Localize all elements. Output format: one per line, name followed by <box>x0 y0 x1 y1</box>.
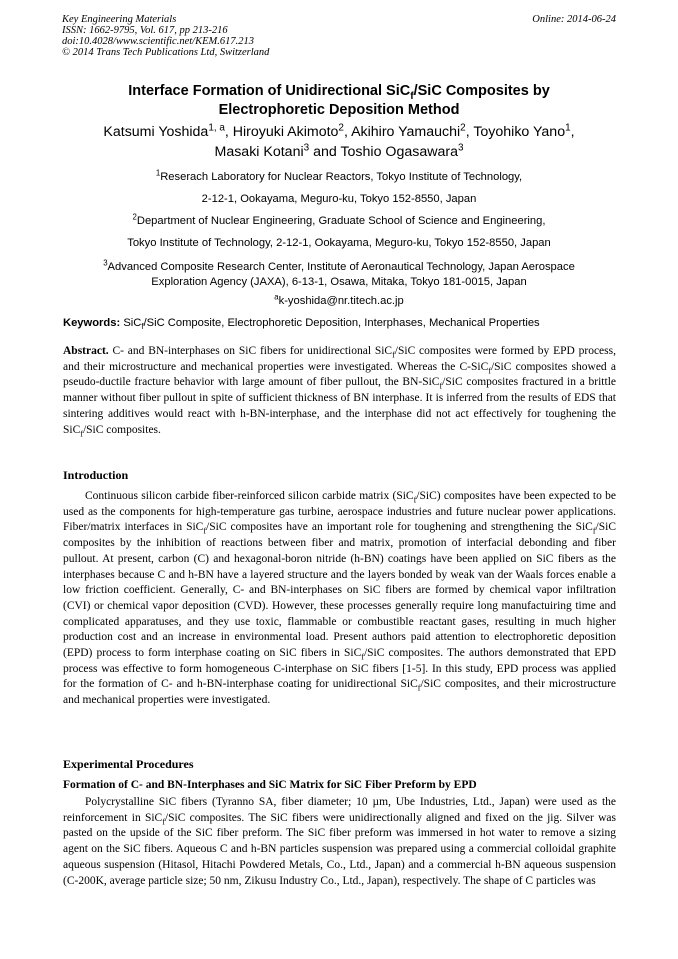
affiliation-3: $^3$Advanced Composite Research Center, Institute of Aeronautical Technology, Japan Aerospace Exploration Agency (JAXA), 6-13-1, Osawa, Mitaka, Tokyo 181-0015, Japan <box>103 258 575 288</box>
author: Masaki Kotani <box>214 144 304 160</box>
author: Katsumi Yoshida <box>103 124 209 140</box>
journal-header <box>62 14 269 58</box>
abstract: Abstract. C- and BN-interphases on SiC fibers for unidirectional SiC$_f$/SiC composites were formed by EPD process, and their microstructure and mechanical properties were investigated. Whereas the C-SiC$_f$/SiC composites showed a pseudo-ductile fracture behavior with large amount of fiber pullout, the BN-SiC$_f$/SiC composites fractured in a brittle manner without fiber pullout in spite of sufficient thickness of BN interphase. It is inferred from the results of EDS that sintering additives would react with h-BN-interphase, and the interphase did not act effectively for toughening the SiC$_f$/SiC composites. <box>63 345 616 438</box>
abstract-label: Abstract. <box>63 345 109 357</box>
author-list: Katsumi Yoshida$^{1, a}$, Hiroyuki Akimoto$^2$, Akihiro Yamauchi$^2$, Toyohiko Yano$^1$, Masaki Kotani$^3$ and Toshio Ogasawara$^3$ <box>103 122 575 160</box>
online-date: Online: 2014-06-24 <box>532 14 616 25</box>
author-email[interactable]: $^a$k-yoshida@nr.titech.ac.jp <box>274 292 404 307</box>
introduction-paragraph: Continuous silicon carbide fiber-reinforced silicon carbide matrix (SiC$_f$/SiC) composites have been expected to be used as the components for high-temperature gas turbine, aerospace industries and future nuclear power applications. Fiber/matrix interfaces in SiC$_f$/SiC composites have an important role for toughening and strengthening the SiC$_f$/SiC composites by the inhibition of reactions between fiber and matrix, promotion of interfacial debonding and fiber pullout. At present, carbon (C) and hexagonal-boron nitride (h-BN) coatings have been applied on SiC fibers as the interphases because C and h-BN have a layered structure and the layers bonded by weak van der Waals forces enable a low friction coefficient. Generally, C- and BN-interphases on SiC fibers are formed by chemical vapor infiltration (CVI) or chemical vapor deposition (CVD). However, these processes generally require long manufactuiring time and complicated apparatuses, and they use toxic, flammable or combustible reactant gases, resulting in much higher production cost and an increase in environmental load. Present authors paid attention to electrophoretic deposition (EPD) process to form interphase coating on SiC fibers in SiC$_f$/SiC composites. The authors demonstrated that EPD process was effective to form homogeneous C-interphase on SiC fibers [1-5]. In this study, EPD process was applied for the formation of C- and h-BN-interphase coating for unidirectional SiC$_f$/SiC composites, and their microstructure and mechanical properties were investigated. <box>63 490 617 707</box>
keywords-label: Keywords: <box>63 317 121 329</box>
author: Toyohiko Yano <box>473 124 566 140</box>
author: Hiroyuki Akimoto <box>232 124 339 140</box>
experimental-paragraph: Polycrystalline SiC fibers (Tyranno SA, fiber diameter; 10 µm, Ube Industries, Ltd., Japan) were used as the reinforcement in SiC$_f$/SiC composites. The SiC fibers were unidirectionally aligned and fixed on the jig. Silver was pasted on the upside of the SiC fiber preform. The SiC fiber preform was immersed in hot water to remove a sizing agent on the SiC fibers. Aqueous C and h-BN particles suspension was prepared using a commercial colloidal graphite aqueous suspension (Hitasol, Hitachi Powdered Metals, Co., Ltd., Japan) and a commercial h-BN aqueous suspension (C-200K, average particle size; 50 nm, Zikusu Industry Co., Ltd., Japan), respectively. The shape of C particles was <box>63 796 616 887</box>
author: Toshio Ogasawara <box>340 144 458 160</box>
paper-title: Interface Formation of Unidirectional SiC$_f$/SiC Composites by Electrophoretic Deposition Method <box>128 83 550 118</box>
issn-line: ISSN: 1662-9795, Vol. 617, pp 213-216 <box>62 25 228 36</box>
affiliation-2: $^2$Department of Nuclear Engineering, Graduate School of Science and Engineering, <box>132 212 546 227</box>
section-heading-introduction: Introduction <box>63 468 129 482</box>
subsection-heading: Formation of C- and BN-Interphases and SiC Matrix for SiC Fiber Preform by EPD <box>63 779 477 791</box>
doi-line[interactable]: doi:10.4028/www.scientific.net/KEM.617.213 <box>62 36 254 47</box>
keywords: Keywords: SiC$_f$/SiC Composite, Electrophoretic Deposition, Interphases, Mechanical Properties <box>63 317 540 332</box>
affiliations: $^1$Reserach Laboratory for Nuclear Reactors, Tokyo Institute of Technology, 2-12-1, Ookayama, Meguro-ku, Tokyo 152-8550, Japan $^2$Department of Nuclear Engineering, Graduate School of Science and Engineering, Tokyo Institute of Technology, 2-12-1, Ookayama, Meguro-ku, Tokyo 152-8550, Japan $^3$Advanced Composite Research Center, Institute of Aeronautical Technology, Japan Aerospace Exploration Agency (JAXA), 6-13-1, Osawa, Mitaka, Tokyo 181-0015, Japan $^a$k-yoshida@nr.titech.ac.jp <box>40 166 638 312</box>
journal-name: Key Engineering Materials <box>62 14 177 25</box>
section-heading-experimental: Experimental Procedures <box>63 757 194 771</box>
copyright-line: © 2014 Trans Tech Publications Ltd, Switzerland <box>62 47 270 58</box>
author: Akihiro Yamauchi <box>351 124 461 140</box>
affiliation-1: $^1$Reserach Laboratory for Nuclear Reactors, Tokyo Institute of Technology, <box>155 168 523 183</box>
